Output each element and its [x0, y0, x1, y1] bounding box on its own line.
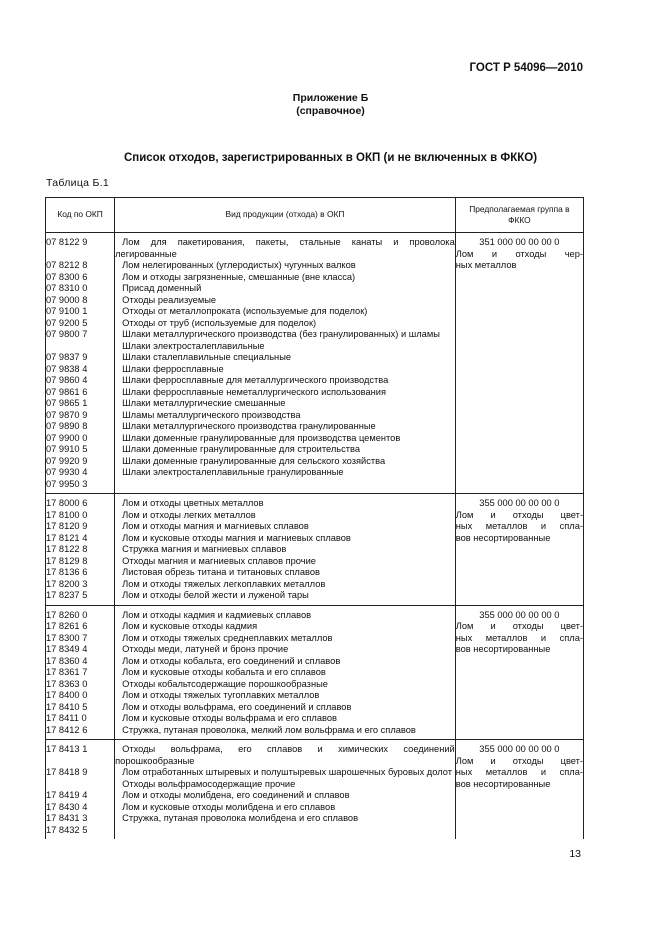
table-header-row — [46, 198, 584, 233]
okp-code: 17 8411 0 — [46, 713, 87, 723]
okp-code: 17 8200 3 — [46, 578, 88, 589]
appendix-title: Приложение Б — [292, 92, 369, 104]
okp-code: 17 8300 7 — [46, 632, 88, 643]
fkko-group-cell — [455, 740, 583, 840]
product-item: Лом и отходы кобальта, его соединений и сплавов — [122, 655, 341, 666]
column-header-product: Вид продукции (отхода) в ОКП — [115, 198, 456, 233]
fkko-description: вов несортированные — [455, 778, 551, 789]
okp-code: 07 9838 4 — [46, 363, 88, 374]
fkko-description: ных металлов — [455, 260, 517, 270]
fkko-code: 355 000 00 00 00 0 — [479, 498, 560, 508]
okp-code: 17 8400 0 — [46, 690, 88, 700]
okp-code: 17 8136 6 — [46, 567, 88, 577]
product-item: Шлаки металлургические смешанные — [122, 398, 286, 408]
okp-code — [46, 756, 114, 768]
table-group — [46, 233, 584, 494]
okp-code: 17 8000 6 — [46, 498, 88, 508]
fkko-description: Лом и отходы цвет- — [455, 755, 583, 766]
product-item: Отходы вольфрамосодержащие прочие — [122, 778, 296, 789]
okp-code: 07 9890 8 — [46, 421, 88, 431]
okp-code: 17 8129 8 — [46, 555, 88, 566]
okp-code: 07 9865 1 — [46, 398, 88, 408]
product-item: Лом и отходы белой жести и луженой тары — [122, 590, 309, 600]
list-title: Список отходов, зарегистрированных в ОКП (и не включенных в ФККО) — [123, 152, 538, 164]
appendix-subtitle: (справочное) — [296, 105, 365, 117]
fkko-description: ных металлов и спла- — [455, 521, 583, 531]
product-item: Шлаки ферросплавные для металлургического производства — [122, 375, 389, 385]
okp-code: 07 9837 9 — [46, 352, 88, 362]
product-item: Лом и отходы тяжелых легкоплавких металлов — [122, 578, 326, 589]
okp-code: 07 9000 8 — [46, 294, 88, 305]
okp-code: 07 8212 8 — [46, 260, 88, 270]
table-group — [46, 605, 584, 740]
product-item: Шлаки электросталеплавильные гранулированные — [122, 467, 344, 477]
okp-code: 07 8122 9 — [46, 237, 88, 247]
product-item: Отходы магния и магниевых сплавов прочие — [122, 555, 316, 566]
product-item: Отходы от металлопроката (используемые для поделок) — [122, 306, 368, 316]
fkko-group-cell — [455, 605, 583, 740]
okp-code: 17 8237 5 — [46, 590, 88, 600]
okp-code: 07 9870 9 — [46, 409, 88, 420]
okp-code: 07 9920 9 — [46, 455, 88, 466]
okp-code: 17 8361 7 — [46, 667, 88, 677]
product-item: Отходы кобальтсодержащие порошкообразные — [122, 678, 328, 689]
product-item: Отходы от труб (используемые для поделок) — [122, 317, 317, 328]
product-item: Лом и кусковые отходы вольфрама и его сплавов — [122, 713, 337, 723]
okp-code: 07 9910 5 — [46, 444, 88, 454]
product-item: Присад доменный — [122, 283, 202, 293]
code-cell — [46, 740, 115, 840]
fkko-description: вов несортированные — [455, 644, 551, 654]
product-item: Лом и отходы магния и магниевых сплавов — [122, 521, 309, 531]
product-item: Стружка магния и магниевых сплавов — [122, 544, 287, 554]
fkko-description: Лом и отходы цвет- — [455, 509, 583, 520]
product-item: Отходы меди, латуней и бронз прочие — [122, 644, 289, 654]
okp-code: 07 9930 4 — [46, 467, 88, 477]
product-cell — [115, 740, 456, 840]
okp-code: 17 8419 4 — [46, 790, 88, 800]
okp-code: 07 9100 1 — [46, 306, 88, 316]
product-item: Лом нелегированных (углеродистых) чугунных валков — [122, 260, 356, 270]
fkko-description: ных металлов и спла- — [455, 632, 583, 643]
product-item: Лом и кусковые отходы кобальта и его сплавов — [122, 667, 326, 677]
waste-table — [45, 197, 584, 839]
product-item: Шлаки сталеплавильные специальные — [122, 352, 292, 362]
product-item: Лом и кусковые отходы кадмия — [122, 621, 258, 631]
product-item: Стружка, путаная проволока молибдена и его сплавов — [122, 813, 359, 823]
product-item: Лом и отходы легких металлов — [122, 509, 256, 520]
product-item: Шлаки электросталеплавильные — [122, 340, 265, 351]
product-item: Лом отработанных штыревых и полуштыревых шарошечных буровых долот — [122, 767, 452, 777]
product-item: Лом для пакетирования, пакеты, стальные канаты и проволока легированные — [115, 237, 455, 259]
product-item: Лом и отходы вольфрама, его соединений и сплавов — [122, 701, 352, 712]
okp-code: 17 8410 5 — [46, 701, 88, 712]
fkko-code: 355 000 00 00 00 0 — [479, 744, 560, 754]
okp-code: 17 8349 4 — [46, 644, 88, 654]
product-item: Лом и отходы кадмия и кадмиевых сплавов — [122, 609, 312, 620]
page-number: 13 — [569, 848, 581, 860]
fkko-group-cell — [455, 494, 583, 606]
appendix-heading — [0, 92, 661, 118]
standard-number: ГОСТ Р 54096—2010 — [469, 62, 583, 74]
product-item: Шлаки ферросплавные неметаллургического использования — [122, 386, 386, 397]
fkko-code: 355 000 00 00 00 0 — [479, 609, 560, 620]
fkko-description: Лом и отходы чер- — [455, 248, 583, 259]
okp-code: 07 9950 3 — [46, 478, 88, 489]
fkko-group-cell — [455, 233, 583, 494]
okp-code — [46, 341, 114, 353]
okp-code — [46, 249, 114, 261]
column-header-fkko-group: Предполагаемая группа в ФККО — [455, 198, 583, 233]
code-cell — [46, 233, 115, 494]
okp-code: 17 8120 9 — [46, 521, 88, 531]
okp-code: 17 8260 0 — [46, 609, 88, 620]
okp-code — [46, 779, 114, 791]
okp-code: 17 8431 3 — [46, 813, 88, 823]
table-label: Таблица Б.1 — [46, 177, 110, 189]
okp-code: 17 8122 8 — [46, 544, 88, 554]
fkko-code: 351 000 00 00 00 0 — [479, 237, 560, 247]
table-group — [46, 740, 584, 840]
fkko-description: вов несортированные — [455, 532, 551, 543]
product-item: Шлаки доменные гранулированные для сельского хозяйства — [122, 455, 386, 466]
okp-code: 17 8100 0 — [46, 509, 88, 520]
okp-code: 07 9200 5 — [46, 317, 88, 328]
product-item: Лом и кусковые отходы молибдена и его сплавов — [122, 801, 336, 812]
okp-code: 17 8432 5 — [46, 824, 88, 835]
okp-code: 17 8413 1 — [46, 744, 88, 754]
product-item: Шлаки доменные гранулированные для строительства — [122, 444, 361, 454]
okp-code: 07 8300 6 — [46, 271, 88, 282]
product-item: Лом и отходы загрязненные, смешанные (вне класса) — [122, 271, 356, 282]
okp-code: 07 9860 4 — [46, 375, 88, 385]
okp-code: 17 8360 4 — [46, 655, 88, 666]
product-item: Шламы металлургического производства — [122, 409, 301, 420]
okp-code: 17 8261 6 — [46, 621, 88, 631]
product-item: Отходы реализуемые — [122, 294, 217, 305]
product-item: Листовая обрезь титана и титановых сплавов — [122, 567, 320, 577]
okp-code: 07 9861 6 — [46, 386, 88, 397]
product-cell — [115, 233, 456, 494]
product-cell — [115, 605, 456, 740]
product-item: Шлаки металлургического производства (без гранулированных) и шламы — [122, 329, 440, 339]
okp-code: 17 8430 4 — [46, 801, 88, 812]
product-cell — [115, 494, 456, 606]
okp-code: 07 9800 7 — [46, 329, 88, 339]
table-group — [46, 494, 584, 606]
product-item: Шлаки металлургического производства гранулированные — [122, 421, 376, 431]
code-cell — [46, 605, 115, 740]
product-item: Лом и отходы молибдена, его соединений и сплавов — [122, 790, 350, 800]
okp-code: 07 8310 0 — [46, 283, 88, 293]
fkko-description: Лом и отходы цвет- — [455, 621, 583, 631]
product-item: Лом и отходы тяжелых тугоплавких металлов — [122, 690, 320, 700]
product-item: Лом и отходы тяжелых среднеплавких металлов — [122, 632, 333, 643]
okp-code: 17 8363 0 — [46, 678, 88, 689]
code-cell — [46, 494, 115, 606]
product-item: Отходы вольфрама, его сплавов и химических соединений порошкообразные — [115, 744, 455, 766]
product-item: Шлаки ферросплавные — [122, 363, 224, 374]
okp-code: 17 8412 6 — [46, 724, 88, 735]
okp-code: 07 9900 0 — [46, 432, 88, 443]
product-item: Лом и отходы цветных металлов — [122, 498, 264, 508]
product-item: Стружка, путаная проволока, мелкий лом вольфрама и его сплавов — [122, 724, 416, 735]
okp-code: 17 8121 4 — [46, 532, 88, 543]
column-header-code: Код по ОКП — [46, 198, 115, 233]
product-item: Шлаки доменные гранулированные для производства цементов — [122, 432, 401, 443]
fkko-description: ных металлов и спла- — [455, 767, 583, 777]
product-item: Лом и кусковые отходы магния и магниевых сплавов — [122, 532, 351, 543]
okp-code: 17 8418 9 — [46, 767, 88, 777]
